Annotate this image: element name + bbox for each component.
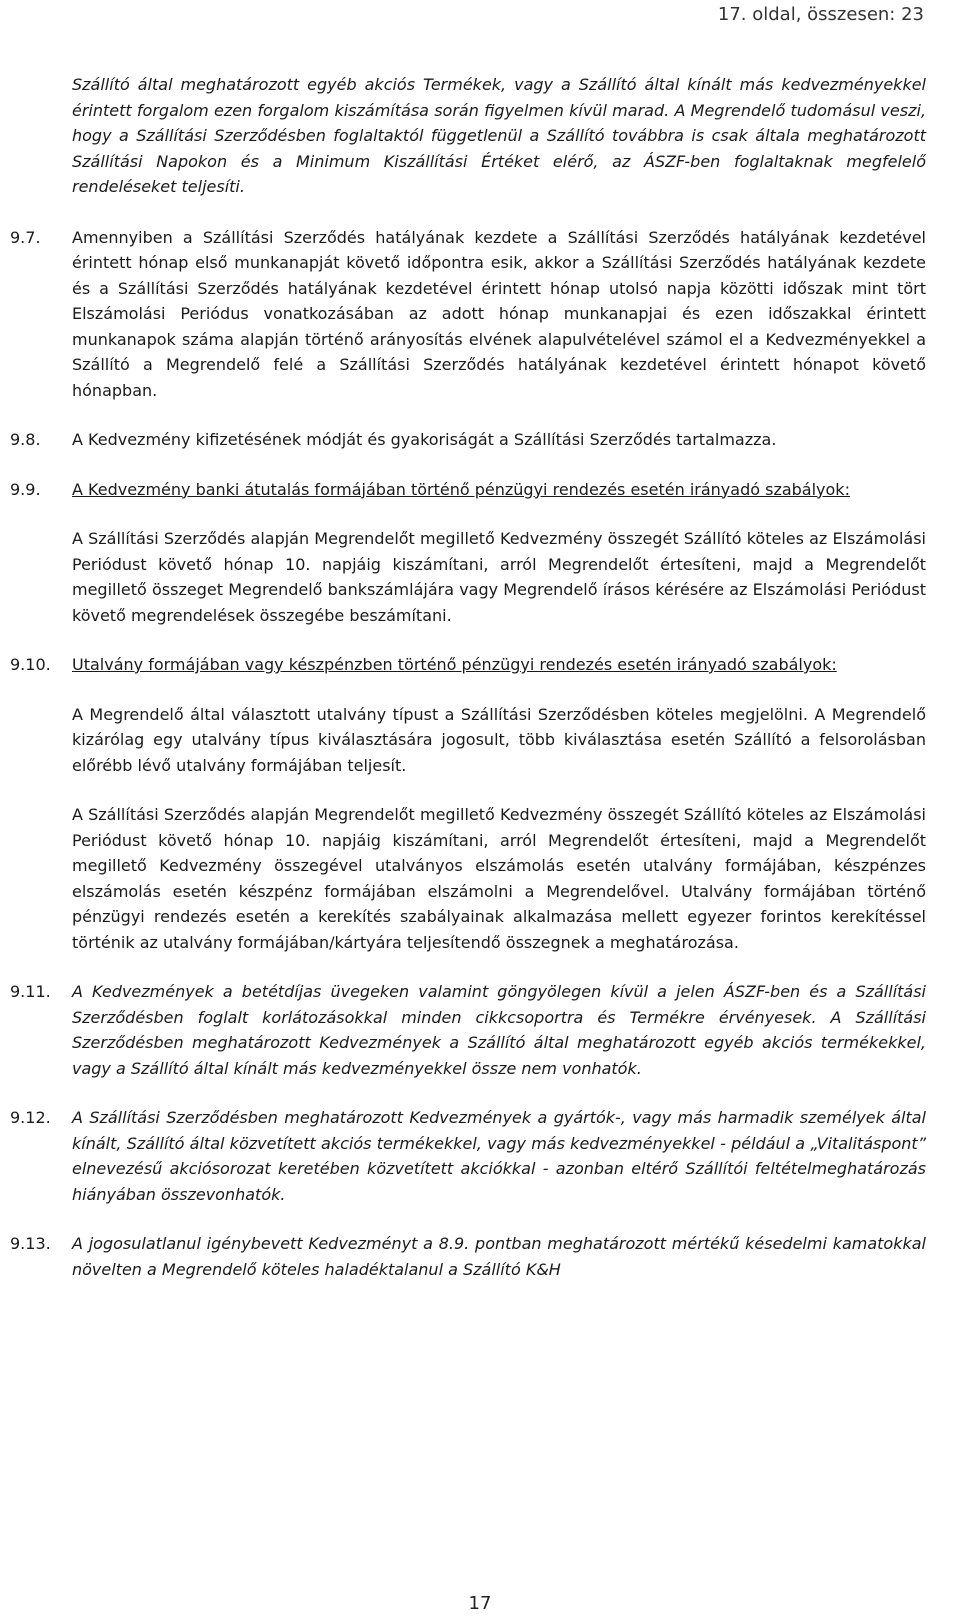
section-text: A Kedvezmények a betétdíjas üvegeken valamint göngyölegen kívül a jelen ÁSZF-ben és a Szállítási Szerződésben foglalt korlátozásokkal minden cikkcsoportra és Termékre érvényesek. A Szállítási Szerződésben meghatározott Kedvezmények a Szállító által meghatározott egyéb akciós termékekkel, vagy a Szállító által kínált más kedvezményekkel össze nem vonhatók. [72, 982, 926, 1078]
section-number: 9.11. [10, 982, 51, 1001]
section-text: A Szállítási Szerződésben meghatározott Kedvezmények a gyártók-, vagy más harmadik személyek által kínált, Szállító által közvetített akciós termékekkel, vagy más kedvezményekkel - például a „Vitalitáspont” elnevezésű akciósorozat keretében közvetített akciókkal - azonban eltérő Szállítói feltételmeghatározás hiányában összevonhatók. [72, 1108, 926, 1204]
section-paragraph: A Megrendelő által választott utalvány típust a Szállítási Szerződésben köteles megjelölni. A Megrendelő kizárólag egy utalvány típus kiválasztására jogosult, több kiválasztása esetén Szállító a felsorolásban előrébb lévő utalvány formájában teljesít. [72, 704, 926, 775]
section-text: Amennyiben a Szállítási Szerződés hatályának kezdete a Szállítási Szerződés hatályának kezdetével érintett hónap első munkanapját követő időpontra esik, akkor a Szállítási Szerződés hatályának kezdete és a Szállítási Szerződés hatályának kezdetével érintett hónap utolsó napja közötti időszak mint tört Elszámolási Periódus vonatkozásában az adott hónap munkanapjai és ezen időszakkal érintett munkanapok száma alapján történő arányosítás elvének alapulvételével számol el a Kedvezményekkel a Szállító a Megrendelő felé a Szállítási Szerződés hatályának kezdetével érintett hónapot követő hónapban. [72, 227, 926, 400]
page-number: 17 [468, 1593, 492, 1614]
section-number: 9.8. [10, 430, 41, 449]
section-9-7 [10, 225, 926, 404]
section-9-12 [10, 1105, 926, 1207]
section-paragraph: A Szállítási Szerződés alapján Megrendelőt megillető Kedvezmény összegét Szállító köteles az Elszámolási Periódust követő hónap 10. napjáig kiszámítani, arról Megrendelőt értesíteni, majd a Megrendelőt megillető Kedvezmény összegével utalványos elszámolás esetén utalvány formájában, készpénzes elszámolás esetén készpénz formájában elszámolni a Megrendelővel. Utalvány formájában történő pénzügyi rendezés esetén a kerekítés szabályainak alkalmazása mellett egyezer forintos kerekítéssel történik az utalvány formájában/kártyára teljesítendő összegnek a meghatározása. [72, 805, 926, 952]
section-number: 9.9. [10, 479, 41, 499]
document-body [10, 72, 926, 1306]
section-heading: Utalvány formájában vagy készpénzben történő pénzügyi rendezés esetén irányadó szabályok: [72, 655, 837, 674]
section-9-8 [10, 427, 926, 453]
continuation-text: Szállító által meghatározott egyéb akciós Termékek, vagy a Szállító által kínált más kedvezményekkel érintett forgalom ezen forgalom kiszámítása során figyelmen kívül marad. A Megrendelő tudomásul veszi, hogy a Szállítási Szerződésben foglaltaktól függetlenül a Szállító továbbra is csak általa meghatározott Szállítási Napokon és a Minimum Kiszállítási Értéket elérő, az ÁSZF-ben foglaltaknak megfelelő rendeléseket teljesíti. [72, 75, 926, 196]
section-9-13 [10, 1231, 926, 1282]
section-content [72, 477, 926, 629]
section-paragraph: A Szállítási Szerződés alapján Megrendelőt megillető Kedvezmény összegét Szállító köteles az Elszámolási Periódust követő hónap 10. napjáig kiszámítani, arról Megrendelőt értesíteni, majd a Megrendelőt megillető összeget Megrendelő bankszámlájára vagy Megrendelő írásos kérésére az Elszámolási Periódust követő megrendelések összegébe beszámítani. [72, 529, 926, 625]
section-number: 9.13. [10, 1234, 51, 1253]
continuation-paragraph [10, 72, 926, 200]
section-number: 9.10. [10, 655, 51, 674]
page-header: 17. oldal, összesen: 23 [717, 4, 924, 25]
section-text: A jogosulatlanul igénybevett Kedvezményt a 8.9. pontban meghatározott mértékű késedelmi kamatokkal növelten a Megrendelő köteles haladéktalanul a Szállító K&H [72, 1234, 926, 1279]
section-number: 9.7. [10, 227, 41, 247]
section-number: 9.12. [10, 1108, 51, 1127]
section-content [72, 652, 926, 955]
section-9-11 [10, 979, 926, 1081]
section-9-9 [10, 477, 926, 629]
section-9-10 [10, 652, 926, 955]
section-text: A Kedvezmény kifizetésének módját és gyakoriságát a Szállítási Szerződés tartalmazza. [72, 430, 777, 449]
section-heading: A Kedvezmény banki átutalás formájában történő pénzügyi rendezés esetén irányadó szabályok: [72, 479, 850, 499]
